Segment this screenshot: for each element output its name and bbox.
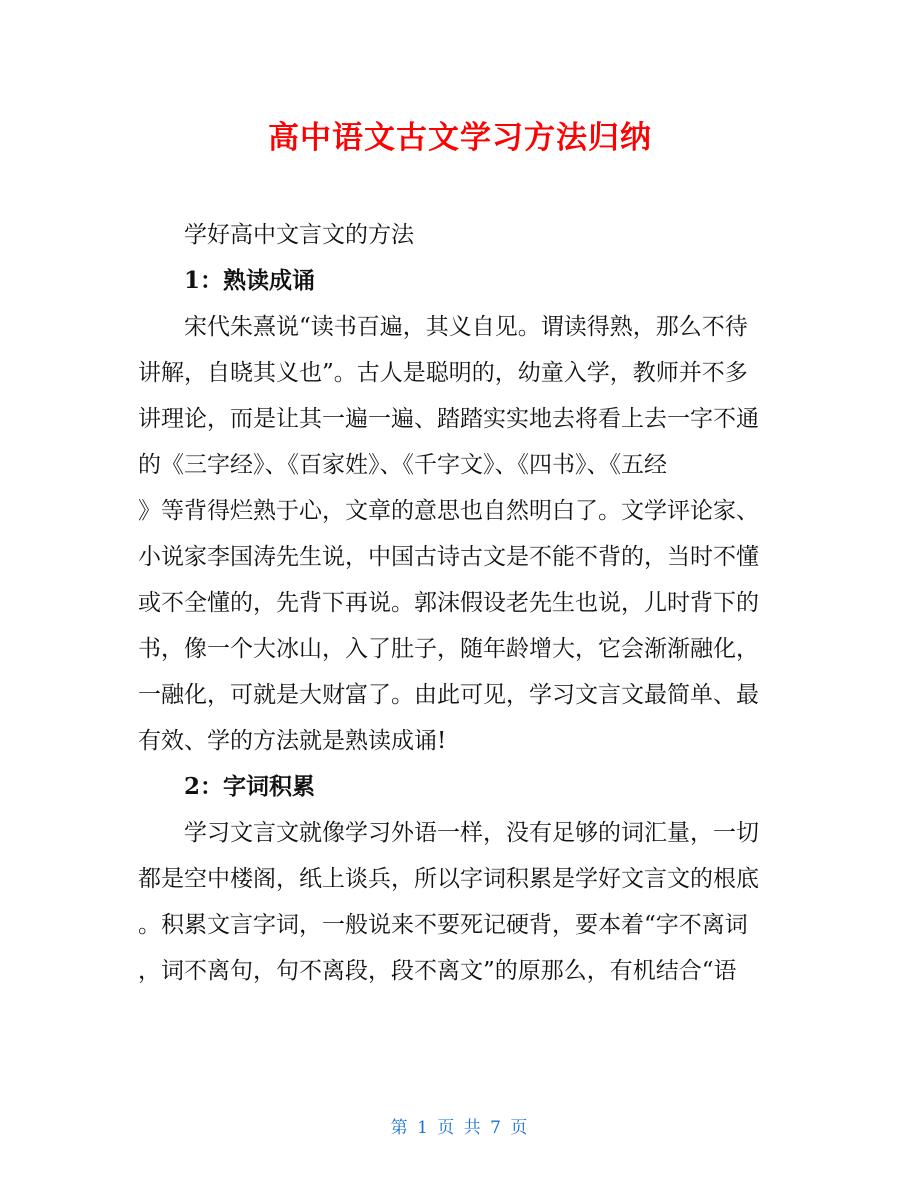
paragraph-line: 小说家李国涛先生说，中国古诗古文是不能不背的，当时不懂 <box>138 544 759 570</box>
paragraph-line: 》等背得烂熟于心，文章的意思也自然明白了。文学评论家、 <box>138 498 759 524</box>
document-body <box>138 212 788 994</box>
intro-line: 学好高中文言文的方法 <box>184 222 414 248</box>
paragraph-line: 一融化，可就是大财富了。由此可见，学习文言文最简单、最 <box>138 682 759 708</box>
paragraph-line: 学习文言文就像学习外语一样，没有足够的词汇量，一切 <box>184 820 759 846</box>
paragraph-line: 书，像一个大冰山，入了肚子，随年龄增大，它会渐渐融化， <box>138 636 759 662</box>
paragraph-line: 讲解，自晓其义也”。古人是聪明的，幼童入学，教师并不多 <box>138 360 748 386</box>
section-2-heading: 2：字词积累 <box>184 773 316 800</box>
paragraph-line: 。积累文言字词，一般说来不要死记硬背，要本着“字不离词 <box>138 912 748 938</box>
paragraph-line: 或不全懂的，先背下再说。郭沫假设老先生也说，儿时背下的 <box>138 590 759 616</box>
paragraph-line: 宋代朱熹说“读书百遍，其义自见。谓读得熟，那么不待 <box>184 314 748 340</box>
paragraph-line: 有效、学的方法就是熟读成诵! <box>138 728 447 754</box>
paragraph-line: 都是空中楼阁，纸上谈兵，所以字词积累是学好文言文的根底 <box>138 866 759 892</box>
page-indicator: 第 1 页 共 7 页 <box>390 1118 530 1138</box>
document-title: 高中语文古文学习方法归纳 <box>268 120 652 156</box>
paragraph-line: ，词不离句，句不离段，段不离文”的原那么，有机结合“语 <box>138 958 737 984</box>
paragraph-line: 讲理论，而是让其一遍一遍、踏踏实实地去将看上去一字不通 <box>138 406 759 432</box>
section-1-heading: 1：熟读成诵 <box>184 267 316 294</box>
paragraph-line: 的《三字经》、《百家姓》、《千字文》、《四书》、《五经 <box>138 452 667 478</box>
